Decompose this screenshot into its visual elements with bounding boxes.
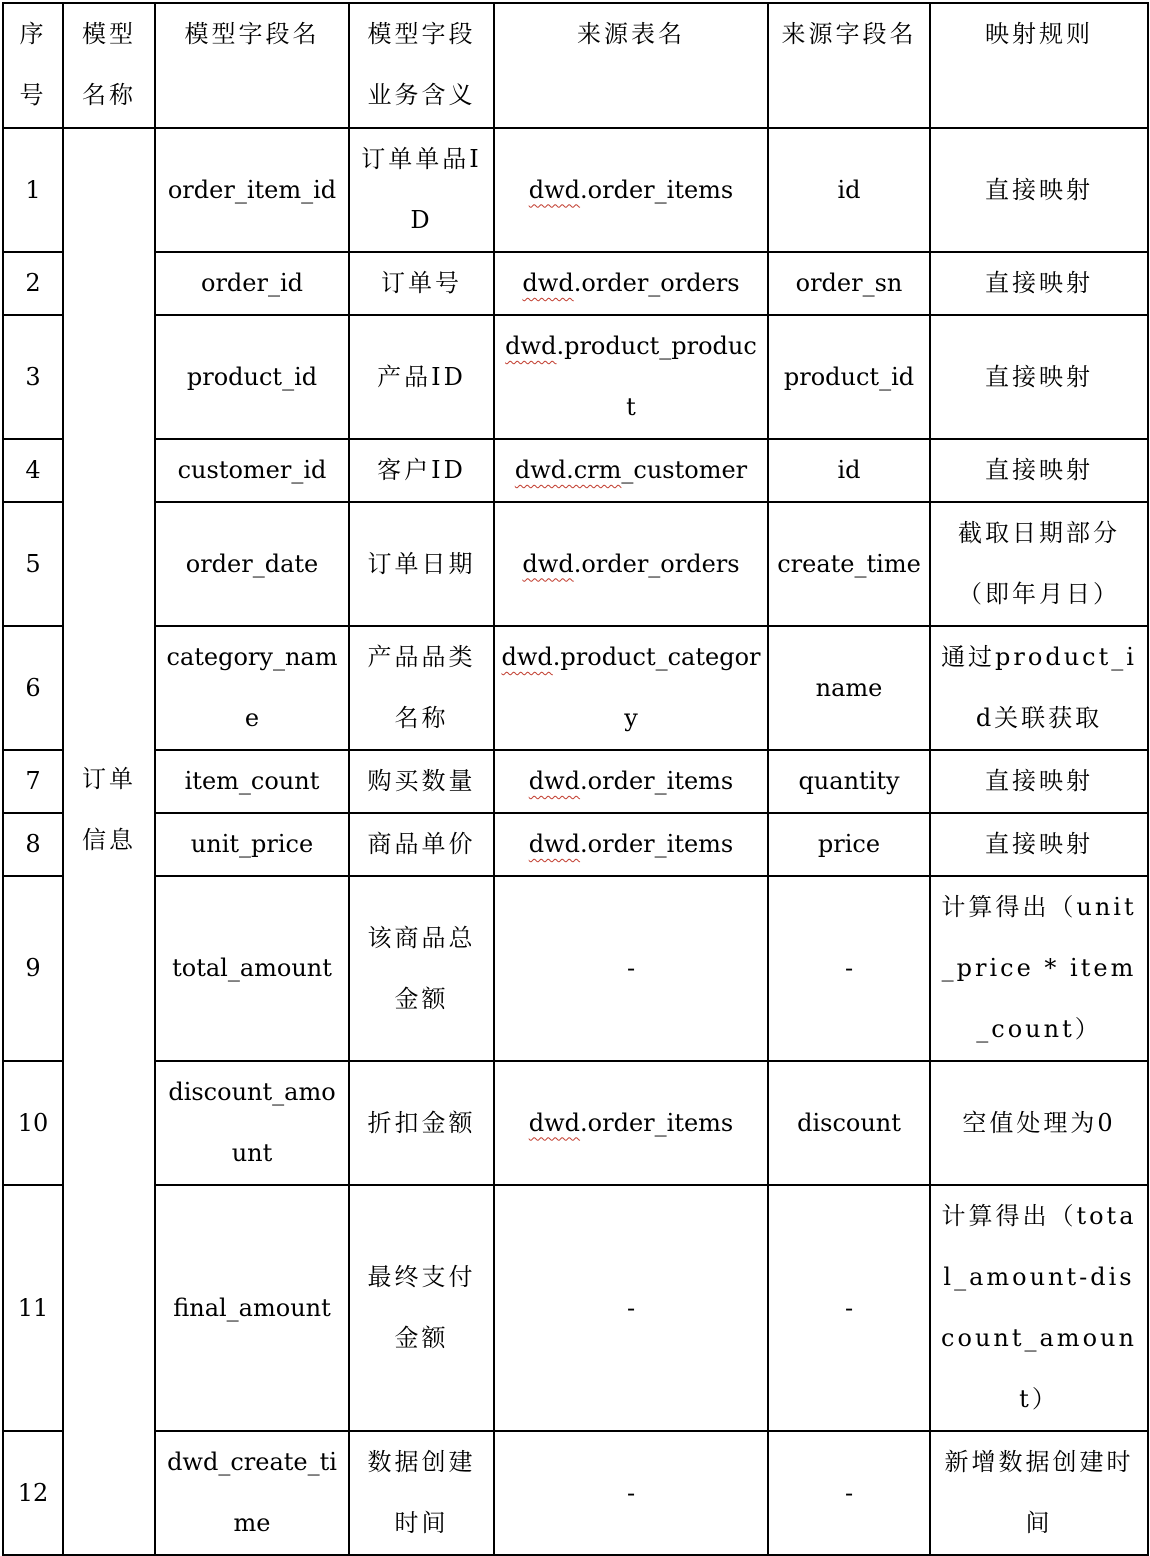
source-table-prefix: dwd — [528, 1108, 581, 1137]
source-table-rest: - — [626, 954, 636, 982]
cell-seq: 6 — [3, 626, 63, 750]
source-table-rest: .product_category — [552, 643, 761, 732]
cell-source-field: - — [768, 1431, 930, 1555]
table-row — [3, 750, 1148, 813]
cell-source-field: product_id — [768, 315, 930, 439]
cell-source-field: id — [768, 128, 930, 252]
header-seq: 序号 — [3, 3, 63, 128]
cell-field-meaning: 购买数量 — [349, 750, 494, 813]
cell-mapping-rule: 空值处理为0 — [930, 1061, 1148, 1185]
cell-seq: 1 — [3, 128, 63, 252]
cell-source-table — [494, 315, 768, 439]
cell-source-table — [494, 750, 768, 813]
cell-seq: 10 — [3, 1061, 63, 1185]
cell-mapping-rule: 截取日期部分（即年月日） — [930, 502, 1148, 626]
header-field-name: 模型字段名 — [155, 3, 349, 128]
source-table-prefix: dwd — [528, 175, 581, 204]
cell-seq: 3 — [3, 315, 63, 439]
header-mapping-rule: 映射规则 — [930, 3, 1148, 128]
cell-source-table — [494, 876, 768, 1061]
cell-field-meaning: 客户ID — [349, 439, 494, 502]
source-table-rest: - — [626, 1293, 636, 1322]
cell-source-table — [494, 626, 768, 750]
cell-source-field: - — [768, 876, 930, 1061]
source-table-prefix: dwd — [501, 643, 553, 671]
cell-field-name: category_name — [155, 626, 349, 750]
cell-source-field: order_sn — [768, 252, 930, 315]
table-body — [3, 128, 1148, 1555]
cell-field-meaning: 最终支付金额 — [349, 1185, 494, 1431]
cell-seq: 12 — [3, 1431, 63, 1555]
cell-field-name: order_item_id — [155, 128, 349, 252]
header-model-name: 模型名称 — [63, 3, 155, 128]
cell-mapping-rule: 直接映射 — [930, 750, 1148, 813]
cell-seq: 4 — [3, 439, 63, 502]
table-row — [3, 626, 1148, 750]
cell-source-field: create_time — [768, 502, 930, 626]
table-row — [3, 1061, 1148, 1185]
source-table-prefix: dwd — [505, 332, 557, 360]
cell-field-name: unit_price — [155, 813, 349, 876]
source-table-prefix: dwd — [522, 549, 574, 578]
cell-field-meaning: 产品品类名称 — [349, 626, 494, 750]
cell-source-table — [494, 502, 768, 626]
cell-seq: 2 — [3, 252, 63, 315]
source-table-rest: .order_items — [580, 1108, 734, 1137]
cell-seq: 8 — [3, 813, 63, 876]
header-source-field: 来源字段名 — [768, 3, 930, 128]
cell-field-name: total_amount — [155, 876, 349, 1061]
table-row — [3, 315, 1148, 439]
cell-source-field: - — [768, 1185, 930, 1431]
cell-source-field: discount — [768, 1061, 930, 1185]
cell-source-field: name — [768, 626, 930, 750]
cell-field-name: discount_amount — [155, 1061, 349, 1185]
header-field-meaning: 模型字段业务含义 — [349, 3, 494, 128]
field-mapping-table — [2, 2, 1149, 1556]
cell-field-meaning: 数据创建时间 — [349, 1431, 494, 1555]
cell-field-meaning: 折扣金额 — [349, 1061, 494, 1185]
cell-source-field: quantity — [768, 750, 930, 813]
table-row — [3, 876, 1148, 1061]
cell-field-name: item_count — [155, 750, 349, 813]
table-row — [3, 502, 1148, 626]
table-row — [3, 252, 1148, 315]
cell-source-field: price — [768, 813, 930, 876]
cell-field-meaning: 订单日期 — [349, 502, 494, 626]
cell-field-name: product_id — [155, 315, 349, 439]
table-row — [3, 128, 1148, 252]
cell-source-table — [494, 252, 768, 315]
cell-source-field: id — [768, 439, 930, 502]
cell-field-name: dwd_create_time — [155, 1431, 349, 1555]
cell-mapping-rule: 通过product_id关联获取 — [930, 626, 1148, 750]
cell-seq: 7 — [3, 750, 63, 813]
cell-model-name: 订单信息 — [63, 128, 155, 1555]
cell-mapping-rule: 直接映射 — [930, 315, 1148, 439]
cell-source-table — [494, 813, 768, 876]
header-source-table: 来源表名 — [494, 3, 768, 128]
table-row — [3, 813, 1148, 876]
cell-source-table — [494, 1185, 768, 1431]
cell-field-name: order_id — [155, 252, 349, 315]
table-row — [3, 1431, 1148, 1555]
cell-field-name: customer_id — [155, 439, 349, 502]
source-table-rest: - — [626, 1478, 636, 1507]
cell-source-table — [494, 1061, 768, 1185]
cell-field-name: order_date — [155, 502, 349, 626]
cell-source-table — [494, 439, 768, 502]
source-table-rest: .order_items — [580, 830, 734, 858]
cell-field-name: final_amount — [155, 1185, 349, 1431]
cell-field-meaning: 商品单价 — [349, 813, 494, 876]
cell-mapping-rule: 计算得出（total_amount-discount_amount） — [930, 1185, 1148, 1431]
source-table-rest: .product_product — [556, 332, 757, 421]
cell-mapping-rule: 直接映射 — [930, 128, 1148, 252]
cell-seq: 9 — [3, 876, 63, 1061]
source-table-rest: _customer — [621, 456, 748, 484]
source-table-prefix: dwd — [528, 830, 581, 858]
source-table-prefix: dwd — [522, 269, 574, 297]
cell-mapping-rule: 直接映射 — [930, 439, 1148, 502]
cell-mapping-rule: 计算得出（unit_price * item_count） — [930, 876, 1148, 1061]
source-table-rest: .order_items — [580, 767, 734, 795]
table-row — [3, 439, 1148, 502]
cell-source-table — [494, 128, 768, 252]
header-row — [3, 3, 1148, 128]
cell-field-meaning: 产品ID — [349, 315, 494, 439]
cell-field-meaning: 订单号 — [349, 252, 494, 315]
cell-mapping-rule: 直接映射 — [930, 813, 1148, 876]
source-table-rest: .order_items — [580, 175, 734, 204]
cell-seq: 5 — [3, 502, 63, 626]
source-table-rest: .order_orders — [573, 549, 740, 578]
cell-source-table — [494, 1431, 768, 1555]
table-row — [3, 1185, 1148, 1431]
cell-seq: 11 — [3, 1185, 63, 1431]
source-table-prefix: dwd.crm — [514, 456, 622, 484]
cell-mapping-rule: 新增数据创建时间 — [930, 1431, 1148, 1555]
source-table-rest: .order_orders — [573, 269, 740, 297]
cell-mapping-rule: 直接映射 — [930, 252, 1148, 315]
cell-field-meaning: 该商品总金额 — [349, 876, 494, 1061]
cell-field-meaning: 订单单品ID — [349, 128, 494, 252]
source-table-prefix: dwd — [528, 767, 581, 795]
